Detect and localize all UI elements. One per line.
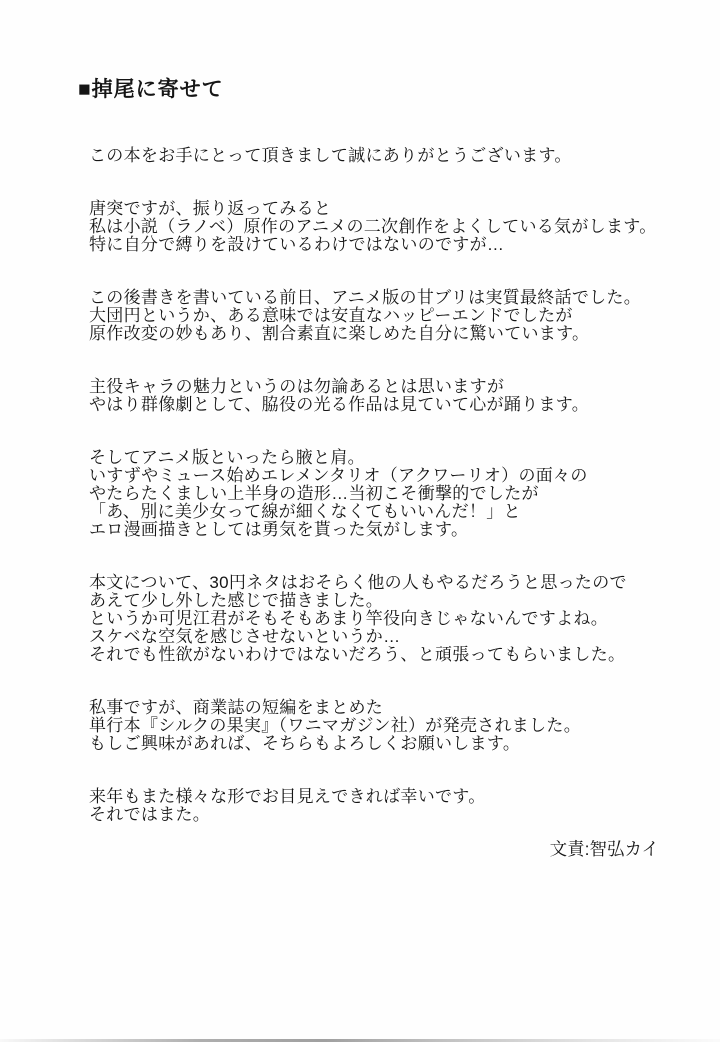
paragraph — [89, 200, 720, 254]
text-line: 私事ですが、商業誌の短編をまとめた — [89, 698, 384, 717]
text-line: 「あ、別に美少女って線が細くなくてもいいんだ！」と — [89, 502, 521, 521]
text-line: そしてアニメ版といったら腋と肩。 — [89, 448, 365, 467]
text-line: 主役キャラの魅力というのは勿論あるとは思いますが — [89, 377, 505, 396]
text-line: あえて少し外した感じで描きました。 — [89, 591, 384, 610]
paragraph-list — [89, 147, 720, 824]
text-line: それではまた。 — [89, 805, 211, 824]
text-line: もしご興味があれば、そちらもよろしくお願いします。 — [89, 734, 521, 753]
text-line: 唐突ですが、振り返ってみると — [89, 199, 332, 218]
text-line: いすずやミュース始めエレメンタリオ（アクワーリオ）の面々の — [89, 466, 588, 485]
text-line: この後書きを書いている前日、アニメ版の甘ブリは実質最終話でした。 — [89, 288, 642, 307]
text-line: この本をお手にとって頂きまして誠にありがとうございます。 — [89, 146, 572, 165]
paragraph — [89, 147, 720, 165]
paragraph — [89, 574, 720, 664]
text-line: 来年もまた様々な形でお目見えできれば幸いです。 — [89, 787, 486, 806]
text-line: やはり群像劇として、脇役の光る作品は見ていて心が踊ります。 — [89, 395, 589, 414]
author-credit: 文責:智弘カイ — [549, 839, 659, 859]
text-line: やたらたくましい上半身の造形…当初こそ衝撃的でしたが — [89, 484, 539, 503]
text-line: エロ漫画描きとしては勇気を貰った気がします。 — [89, 520, 469, 539]
text-line: というか可児江君がそもそもあまり竿役向きじゃないんですよね。 — [89, 609, 608, 628]
text-line: 原作改変の妙もあり、割合素直に楽しめた自分に驚いています。 — [89, 324, 590, 343]
text-line: それでも性欲がないわけではないだろう、と頑張ってもらいました。 — [89, 645, 626, 664]
afterword-body — [89, 147, 720, 859]
paragraph — [89, 449, 720, 539]
page-title: ■掉尾に寄せて — [78, 78, 224, 101]
paragraph — [89, 378, 720, 414]
text-line: 本文について、30円ネタはおそらく他の人もやるだろうと思ったので — [89, 573, 627, 592]
text-line: 単行本『シルクの果実』（ワニマガジン社）が発売されました。 — [89, 716, 582, 735]
paragraph — [89, 788, 720, 824]
paragraph — [89, 289, 720, 343]
text-line: スケベな空気を感じさせないというか… — [89, 627, 401, 646]
text-line: 特に自分で縛りを設けているわけではないのですが… — [89, 235, 505, 254]
text-line: 私は小説（ラノベ）原作のアニメの二次創作をよくしている気がします。 — [89, 217, 657, 236]
paragraph — [89, 699, 720, 753]
text-line: 大団円というか、ある意味では安直なハッピーエンドでしたが — [89, 306, 573, 325]
